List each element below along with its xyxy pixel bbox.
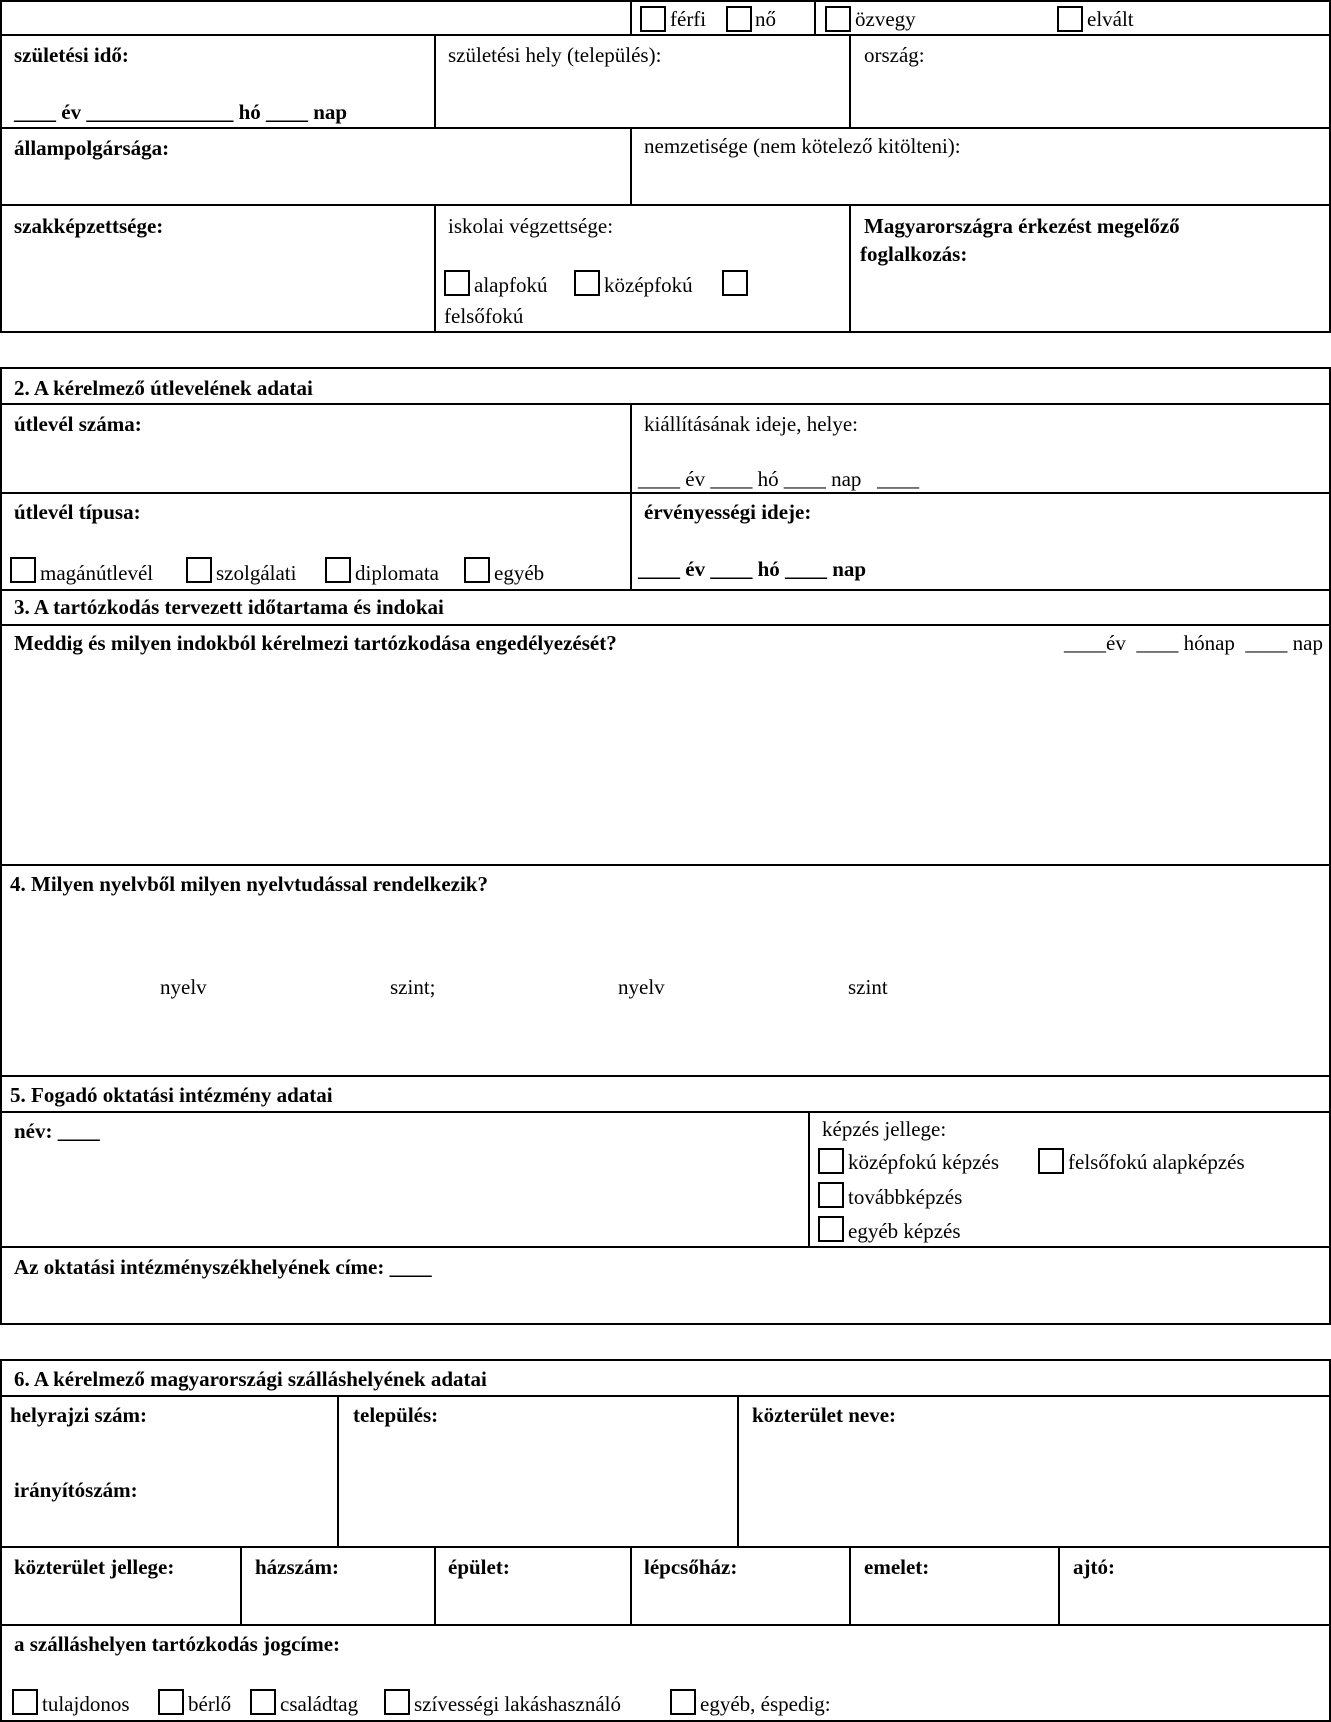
row-divider [0,1246,1331,1248]
row-divider [0,1395,1331,1397]
section-3-header: 3. A tartózkodás tervezett időtartama és indokai [14,595,444,619]
row-divider [0,403,1331,405]
label-nemzetisege: nemzetisége (nem kötelező kitölteni): [644,134,961,158]
accommodation-table [0,1359,1331,1722]
label-ferfi: férfi [670,7,707,31]
checkbox-felsofoku-alapkepzes[interactable] [1038,1148,1064,1174]
label-szivessegi: szívességi lakáshasználó [414,1692,622,1716]
label-telepules: település: [353,1403,439,1427]
col-divider [1058,1546,1060,1624]
label-lepcsohaz: lépcsőház: [644,1555,738,1579]
col-divider [808,1111,810,1246]
checkbox-berlo[interactable] [158,1689,184,1715]
label-hazszam: házszám: [255,1555,339,1579]
label-ozvegy: özvegy [855,7,916,31]
label-egyeb-utlevel: egyéb [494,561,545,585]
label-ervenyessegi: érvényességi ideje: [644,500,812,524]
label-helyrajzi-szam: helyrajzi szám: [10,1403,148,1427]
checkbox-kozepfoku-kepzes[interactable] [818,1148,844,1174]
col-divider [630,0,632,34]
checkbox-felsofoku[interactable] [722,270,748,296]
row-divider [0,624,1331,626]
label-orszag: ország: [864,43,925,67]
section-5-header: 5. Fogadó oktatási intézmény adatai [10,1083,333,1107]
label-maganutlevel: magánútlevél [40,561,154,585]
label-tulajdonos: tulajdonos [42,1692,130,1716]
col-divider [849,1546,851,1624]
label-kozterulet-neve: közterület neve: [752,1403,897,1427]
col-divider [434,1546,436,1624]
checkbox-elvalt[interactable] [1057,6,1083,32]
label-epulet: épület: [448,1555,510,1579]
col-divider [434,34,436,127]
col-divider [630,127,632,204]
section-6-header: 6. A kérelmező magyarországi szálláshelyének adatai [14,1367,487,1391]
label-nyelv-1: nyelv [160,975,207,999]
row-divider [0,864,1331,866]
checkbox-alapfoku[interactable] [444,270,470,296]
label-szuletesi-ido: születési idő: [14,43,129,67]
label-berlo: bérlő [188,1692,232,1716]
checkbox-maganutlevel[interactable] [10,557,36,583]
col-divider [337,1395,339,1546]
row-divider [0,1624,1331,1626]
label-stay-question: Meddig és milyen indokból kérelmezi tartózkodása engedélyezését? [14,631,617,655]
row-divider [0,492,1331,494]
label-egyeb-espedig: egyéb, éspedig: [700,1692,831,1716]
checkbox-ozvegy[interactable] [825,6,851,32]
label-jogcim: a szálláshelyen tartózkodás jogcíme: [14,1632,341,1656]
label-szuletesi-hely: születési hely (település): [448,43,662,67]
label-kepzes-jellege: képzés jellege: [822,1117,947,1141]
label-kozepfoku-kepzes: középfokú képzés [848,1150,1000,1174]
label-no: nő [755,7,776,31]
label-nyelv-2: nyelv [618,975,665,999]
row-divider [0,127,1331,129]
checkbox-szivessegi[interactable] [384,1689,410,1715]
col-divider [240,1546,242,1624]
stay-duration-line[interactable]: ____év ____ hónap ____ nap [1064,631,1323,655]
validity-date-line[interactable]: ____ év ____ hó ____ nap [638,557,867,581]
label-csaladtag: családtag [280,1692,359,1716]
label-tovabbkepzes: továbbképzés [848,1185,963,1209]
row-divider [0,1111,1331,1113]
row-divider [0,34,1331,36]
label-elvalt: elvált [1087,7,1134,31]
checkbox-ferfi[interactable] [640,6,666,32]
label-szint-2: szint [848,975,888,999]
row-divider [0,204,1331,206]
checkbox-tulajdonos[interactable] [12,1689,38,1715]
row-divider [0,1075,1331,1077]
col-divider [630,1546,632,1624]
institution-address-line[interactable]: Az oktatási intézményszékhelyének címe: ____ [14,1255,432,1279]
label-utlevel-tipusa: útlevél típusa: [14,500,141,524]
col-divider [434,204,436,333]
label-foglalkozas-line1: Magyarországra érkezést megelőző [864,214,1180,238]
checkbox-diplomata[interactable] [325,557,351,583]
col-divider [849,34,851,127]
label-alapfoku: alapfokú [474,273,548,297]
label-kiallitas: kiállításának ideje, helye: [644,412,858,436]
label-kozterulet-jellege: közterület jellege: [14,1555,175,1579]
label-ajto: ajtó: [1073,1555,1115,1579]
label-szakkepzettsege: szakképzettsége: [14,214,164,238]
label-felsofoku-alapkepzes: felsőfokú alapképzés [1068,1150,1245,1174]
label-foglalkozas-line2: foglalkozás: [860,242,968,266]
col-divider [737,1395,739,1546]
checkbox-egyeb-kepzes[interactable] [818,1216,844,1242]
checkbox-szolgalati[interactable] [186,557,212,583]
label-allampolgarsaga: állampolgársága: [14,136,170,160]
label-kozepfoku: középfokú [604,273,693,297]
label-szint-1: szint; [390,975,436,999]
checkbox-no[interactable] [726,6,752,32]
checkbox-kozepfoku[interactable] [574,270,600,296]
col-divider [630,403,632,589]
checkbox-egyeb-utlevel[interactable] [464,557,490,583]
label-felsofoku: felsőfokú [444,304,524,328]
checkbox-egyeb-jogcim[interactable] [670,1689,696,1715]
section-2-header: 2. A kérelmező útlevelének adatai [14,376,313,400]
checkbox-tovabbkepzes[interactable] [818,1182,844,1208]
birth-date-line[interactable]: ____ év ______________ hó ____ nap [14,100,348,124]
row-divider [0,589,1331,591]
label-emelet: emelet: [864,1555,930,1579]
row-divider [0,1546,1331,1548]
label-szolgalati: szolgálati [216,561,297,585]
label-iranyitoszam: irányítószám: [14,1478,138,1502]
col-divider [849,204,851,333]
label-iskolai-vegzettsege: iskolai végzettsége: [448,214,614,238]
label-utlevel-szama: útlevél száma: [14,412,142,436]
label-diplomata: diplomata [355,561,439,585]
institution-name-line[interactable]: név: ____ [14,1119,100,1143]
issue-date-line[interactable]: ____ év ____ hó ____ nap ____ [638,467,920,491]
section-4-header: 4. Milyen nyelvből milyen nyelvtudással rendelkezik? [10,872,488,896]
label-egyeb-kepzes: egyéb képzés [848,1219,961,1243]
col-divider [814,0,816,34]
checkbox-csaladtag[interactable] [250,1689,276,1715]
